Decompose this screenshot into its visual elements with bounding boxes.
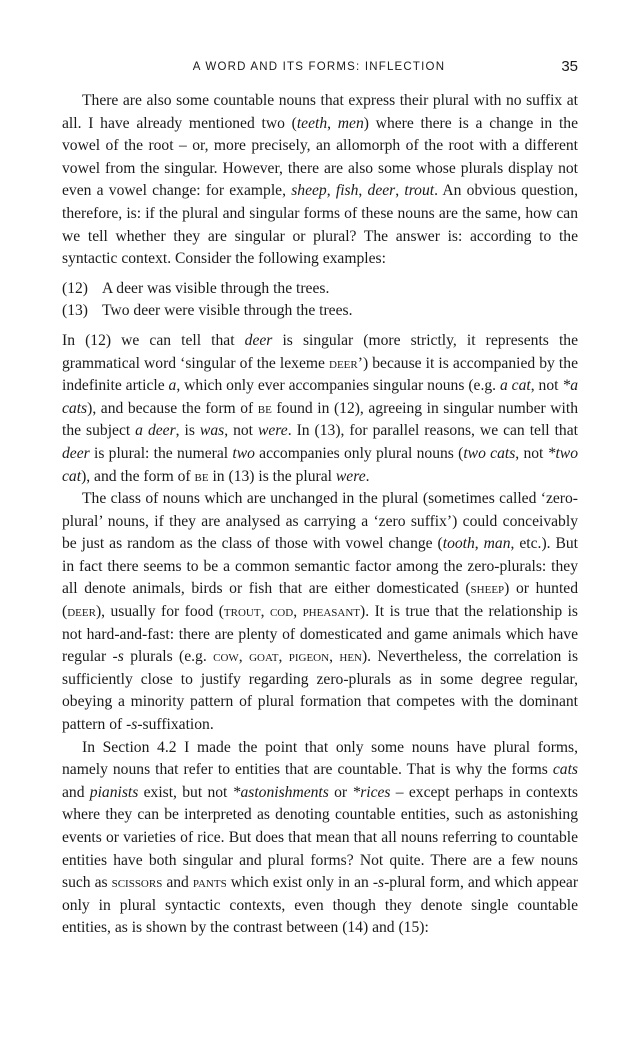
- italic-term: teeth: [296, 114, 328, 132]
- italic-term: were: [335, 467, 366, 485]
- italic-term: -s: [126, 716, 138, 734]
- text-run: ), usually for food (: [95, 603, 224, 621]
- running-header: [0, 58, 638, 78]
- italic-term: sheep: [291, 182, 327, 200]
- text-run: ’) because it is accompanied by the indefinite article: [62, 354, 578, 395]
- italic-term: man: [483, 535, 511, 553]
- text-run: The class of nouns which are unchanged in the plural (sometimes called ‘zero-plural’ nouns, if they are analysed as carrying a ‘zero suffix’) could conceivably be just as random as the class of those with vowel change (: [62, 490, 578, 553]
- lexeme-smallcaps: sheep: [470, 580, 505, 598]
- italic-term: a cat: [499, 377, 531, 395]
- text-run: is plural: the numeral: [89, 444, 233, 462]
- text-run: which exist only in an: [226, 874, 373, 892]
- text-run: ,: [260, 603, 270, 621]
- italic-term: *a cats: [62, 377, 578, 417]
- text-run: ). Nevertheless, the correlation is sufficiently close to justify regarding zero-plurals as in some degree regular, obeying a minority pattern of plural formation that competes with the dominant pattern of: [62, 648, 579, 734]
- text-run: and: [62, 783, 90, 801]
- italic-term: a: [168, 377, 177, 395]
- text-run: , not: [224, 422, 258, 440]
- paragraph-zero-plural-class: [62, 488, 578, 737]
- lexeme-smallcaps: be: [257, 399, 272, 417]
- text-run: accompanies only plural nouns (: [254, 444, 464, 462]
- text-run: ,: [293, 603, 303, 621]
- text-run: exist, but not: [138, 783, 233, 801]
- example-number: (13): [62, 302, 88, 320]
- lexeme-smallcaps: pigeon: [288, 648, 330, 666]
- main-text: [62, 90, 578, 940]
- italic-term: two: [232, 444, 255, 462]
- italic-term: *astonishments: [232, 783, 329, 801]
- text-run: ), and the form of: [81, 467, 195, 485]
- text-run: ). It is true that the relationship is not hard-and-fast: there are plenty of domesticated and game animals which have regular: [62, 603, 579, 666]
- page-number: 35: [561, 58, 578, 75]
- italic-term: men: [337, 114, 364, 132]
- text-run: In Section 4.2 I made the point that only some nouns have plural forms, namely nouns that refer to entities that are countable. That is why the forms: [62, 738, 578, 779]
- paragraph-zero-plurals-intro: [62, 90, 578, 271]
- italic-term: -s: [372, 874, 385, 892]
- italic-term: *two cat: [62, 444, 578, 485]
- italic-term: deer: [62, 444, 90, 462]
- lexeme-smallcaps: cow: [213, 648, 239, 666]
- text-run: or: [328, 783, 353, 801]
- text-run: ,: [278, 648, 289, 666]
- lexeme-smallcaps: scissors: [111, 874, 163, 892]
- running-title: A WORD AND ITS FORMS: INFLECTION: [192, 61, 446, 73]
- text-run: -suffixation.: [137, 716, 214, 734]
- text-run: found in (12), agreeing in singular number with the subject: [62, 399, 578, 440]
- text-run: , is: [175, 422, 200, 440]
- text-run: There are also some countable nouns that express their plural with no suffix at all. I have already mentioned two (: [62, 92, 578, 132]
- lexeme-smallcaps: be: [194, 467, 209, 485]
- text-run: -plural form, and which appear only in plural syntactic contexts, even though they denote single countable entities, as is shown by the contrast between (14) and (15):: [62, 874, 579, 937]
- lexeme-smallcaps: deer: [67, 603, 96, 621]
- italic-term: trout: [404, 182, 435, 200]
- text-run: , not: [515, 444, 548, 462]
- lexeme-smallcaps: goat: [249, 648, 279, 666]
- italic-term: were: [257, 422, 288, 440]
- lexeme-smallcaps: deer: [329, 354, 358, 372]
- text-run: ,: [327, 114, 338, 132]
- text-run: ), and because the form of: [87, 399, 258, 417]
- italic-term: -s: [112, 648, 124, 666]
- text-run: ,: [474, 535, 484, 553]
- example-item: [62, 278, 578, 301]
- italic-term: fish: [335, 182, 359, 200]
- text-run: is singular (more strictly, it represents the grammatical word ‘singular of the lexeme: [62, 331, 578, 372]
- lexeme-smallcaps: cod: [269, 603, 294, 621]
- lexeme-smallcaps: pants: [192, 874, 227, 892]
- italic-term: *rices: [352, 783, 391, 801]
- text-run: . In (13), for parallel reasons, we can tell that: [287, 422, 578, 440]
- text-run: ,: [238, 648, 250, 666]
- text-run: .: [365, 467, 370, 485]
- italic-term: pianists: [89, 783, 139, 801]
- italic-term: tooth: [442, 535, 475, 553]
- italic-term: cats: [552, 761, 578, 779]
- lexeme-smallcaps: pheasant: [302, 603, 361, 621]
- text-run: plurals (e.g.: [123, 648, 214, 666]
- text-run: In (12) we can tell that: [62, 331, 245, 349]
- italic-term: was: [199, 422, 225, 440]
- example-item: [62, 300, 578, 323]
- lexeme-smallcaps: trout: [223, 603, 261, 621]
- example-text: Two deer were visible through the trees.: [102, 302, 353, 320]
- example-text: A deer was visible through the trees.: [102, 279, 330, 297]
- italic-term: a deer: [135, 422, 176, 440]
- text-run: , which only ever accompanies singular nouns (e.g.: [176, 377, 500, 395]
- italic-term: deer: [367, 182, 396, 200]
- text-run: ,: [326, 182, 336, 200]
- italic-term: deer: [244, 331, 273, 349]
- text-run: ) or hunted (: [62, 580, 579, 621]
- example-number: (12): [62, 279, 88, 297]
- text-run: and: [162, 874, 193, 892]
- text-run: , not: [530, 377, 563, 395]
- text-run: – except perhaps in contexts where they can be interpreted as denoting countable entities, such as astonishing events or varieties of rice. But does that mean that all nouns referring to countable entities have both singular and plural forms? Not quite. There are a few nouns such as: [62, 783, 578, 892]
- text-run: ,: [329, 648, 340, 666]
- text-run: ) where there is a change in the vowel of the root – or, more precisely, an allomorph of the root with a different vowel from the singular. However, there are also some whose plurals display not even a vowel change: for example,: [62, 114, 578, 200]
- text-run: ,: [358, 182, 368, 200]
- text-run: . An obvious question, therefore, is: if the plural and singular forms of these nouns are the same, how can we tell whether they are singular or plural? The answer is: according to the syntactic context. Consider the following examples:: [62, 182, 579, 268]
- text-run: , etc.). But in fact there seems to be a common semantic factor among the zero-plurals: they all denote animals, birds or fish that are either domesticated (: [62, 535, 579, 598]
- example-list: [62, 278, 578, 323]
- text-run: in (13) is the plural: [208, 467, 336, 485]
- italic-term: two cats: [463, 444, 516, 462]
- lexeme-smallcaps: hen: [339, 648, 362, 666]
- paragraph-plural-only-nouns: [62, 737, 578, 940]
- paragraph-syntactic-context: [62, 330, 578, 488]
- text-run: ,: [395, 182, 405, 200]
